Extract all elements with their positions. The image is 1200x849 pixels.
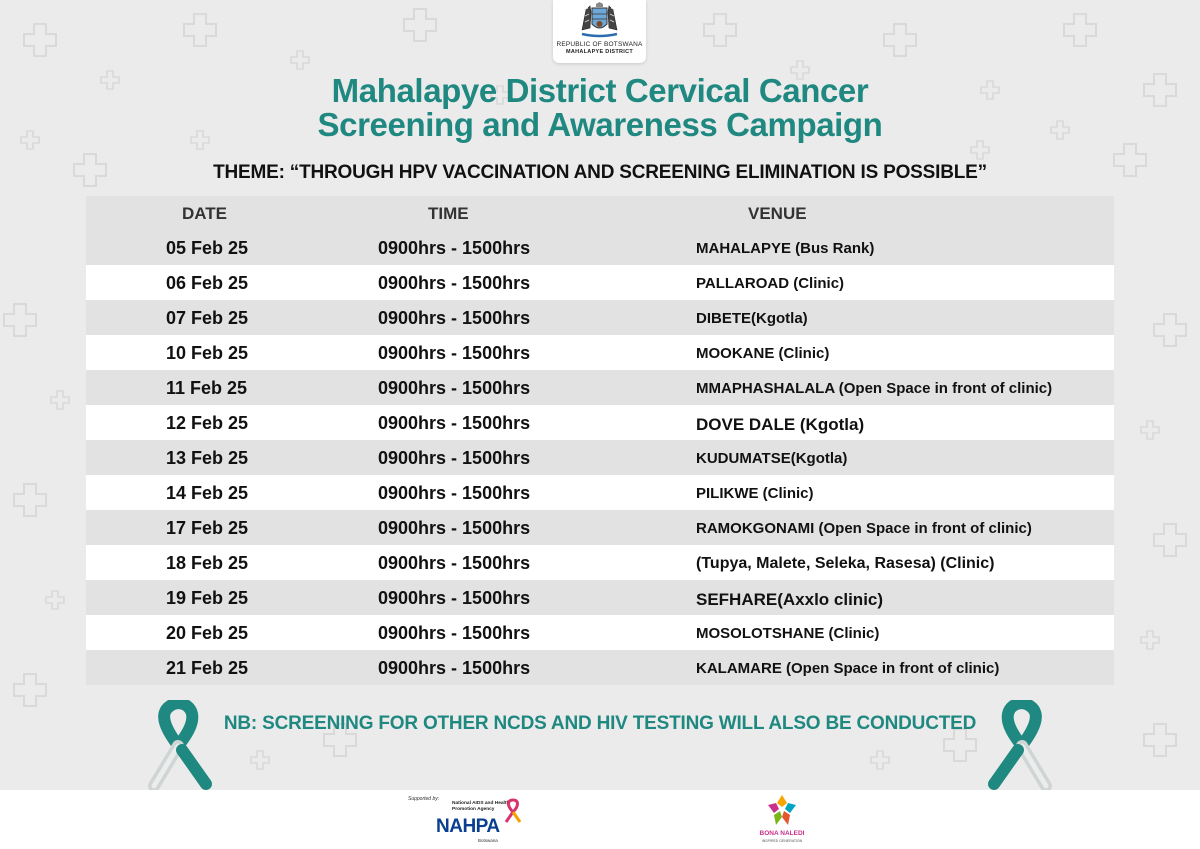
table-row — [86, 370, 1114, 405]
cell-venue: MAHALAPYE (Bus Rank) — [696, 240, 875, 257]
cell-time: 0900hrs - 1500hrs — [378, 238, 531, 258]
header-date: DATE — [182, 204, 228, 223]
cell-time: 0900hrs - 1500hrs — [378, 378, 531, 398]
campaign-theme: THEME: “THROUGH HPV VACCINATION AND SCREENING ELIMINATION IS POSSIBLE” — [213, 162, 987, 183]
cell-time: 0900hrs - 1500hrs — [378, 413, 531, 433]
cell-date: 11 Feb 25 — [166, 378, 248, 398]
cell-venue: MOOKANE (Clinic) — [696, 345, 830, 362]
cell-date: 06 Feb 25 — [166, 273, 249, 293]
nahpa-wordmark: NAHPA — [436, 816, 500, 837]
cell-date: 20 Feb 25 — [166, 623, 249, 643]
cell-date: 14 Feb 25 — [166, 483, 249, 503]
bona-naledi-star-icon — [766, 793, 798, 829]
cell-date: 13 Feb 25 — [166, 448, 249, 468]
coat-of-arms-icon — [578, 2, 621, 40]
footer — [0, 790, 1200, 849]
header-time: TIME — [428, 204, 469, 223]
table-row — [86, 405, 1114, 440]
cell-venue: PILIKWE (Clinic) — [696, 485, 814, 502]
cell-time: 0900hrs - 1500hrs — [378, 448, 531, 468]
nahpa-logo — [408, 796, 528, 846]
cell-date: 07 Feb 25 — [166, 308, 249, 328]
table-row — [86, 265, 1114, 300]
cell-date: 05 Feb 25 — [166, 238, 249, 258]
cell-date: 21 Feb 25 — [166, 658, 249, 678]
table-row — [86, 650, 1114, 685]
header-venue: VENUE — [748, 204, 807, 223]
cell-time: 0900hrs - 1500hrs — [378, 553, 531, 573]
nahpa-ribbon-icon — [503, 798, 523, 824]
table-row — [86, 230, 1114, 265]
cell-venue: DOVE DALE (Kgotla) — [696, 415, 865, 434]
cell-time: 0900hrs - 1500hrs — [378, 273, 531, 293]
supported-by-label: Supported by: — [408, 796, 440, 802]
cell-date: 19 Feb 25 — [166, 588, 249, 608]
table-row — [86, 580, 1114, 615]
cell-time: 0900hrs - 1500hrs — [378, 658, 531, 678]
cell-venue: PALLAROAD (Clinic) — [696, 275, 845, 292]
table-row — [86, 545, 1114, 580]
cell-venue: KUDUMATSE(Kgotla) — [696, 450, 848, 467]
nahpa-agency-name: National AIDS and Health Promotion Agency — [452, 801, 510, 812]
title-line-2: Screening and Awareness Campaign — [317, 106, 883, 143]
schedule-table — [86, 196, 1114, 685]
cell-time: 0900hrs - 1500hrs — [378, 623, 531, 643]
bona-naledi-wordmark: BONA NALEDI — [759, 830, 805, 837]
table-row — [86, 615, 1114, 650]
crest-country-label: REPUBLIC OF BOTSWANA — [556, 41, 643, 48]
bona-naledi-tagline: INSPIRED GENERATION — [761, 839, 803, 843]
cell-venue: RAMOKGONAMI (Open Space in front of clinic) — [696, 520, 1032, 537]
cell-date: 10 Feb 25 — [166, 343, 249, 363]
cell-venue: MOSOLOTSHANE (Clinic) — [696, 625, 880, 642]
cell-time: 0900hrs - 1500hrs — [378, 308, 531, 328]
cell-venue: DIBETE(Kgotla) — [696, 310, 808, 327]
crest-district-label: MAHALAPYE DISTRICT — [565, 49, 634, 55]
page-title — [280, 74, 920, 142]
cell-date: 12 Feb 25 — [166, 413, 249, 433]
cell-venue: SEFHARE(Axxlo clinic) — [696, 590, 884, 609]
cell-venue: (Tupya, Malete, Seleka, Rasesa) (Clinic) — [696, 555, 995, 572]
title-line-1: Mahalapye District Cervical Cancer — [331, 72, 869, 109]
cell-venue: MMAPHASHALALA (Open Space in front of clinic) — [696, 380, 1053, 397]
bona-naledi-logo — [752, 793, 812, 847]
nahpa-country-label: Botswana — [478, 838, 498, 843]
table-header — [86, 196, 1114, 230]
table-row — [86, 335, 1114, 370]
cell-time: 0900hrs - 1500hrs — [378, 588, 531, 608]
cell-date: 17 Feb 25 — [166, 518, 249, 538]
coat-of-arms-badge — [553, 0, 646, 63]
table-row — [86, 300, 1114, 335]
cell-time: 0900hrs - 1500hrs — [378, 518, 531, 538]
table-row — [86, 440, 1114, 475]
table-row — [86, 510, 1114, 545]
note-text: NB: SCREENING FOR OTHER NCDS AND HIV TESTING WILL ALSO BE CONDUCTED — [223, 713, 977, 734]
cell-date: 18 Feb 25 — [166, 553, 249, 573]
table-body — [86, 230, 1114, 685]
cell-time: 0900hrs - 1500hrs — [378, 483, 531, 503]
cell-time: 0900hrs - 1500hrs — [378, 343, 531, 363]
table-row — [86, 475, 1114, 510]
cell-venue: KALAMARE (Open Space in front of clinic) — [696, 660, 1000, 677]
